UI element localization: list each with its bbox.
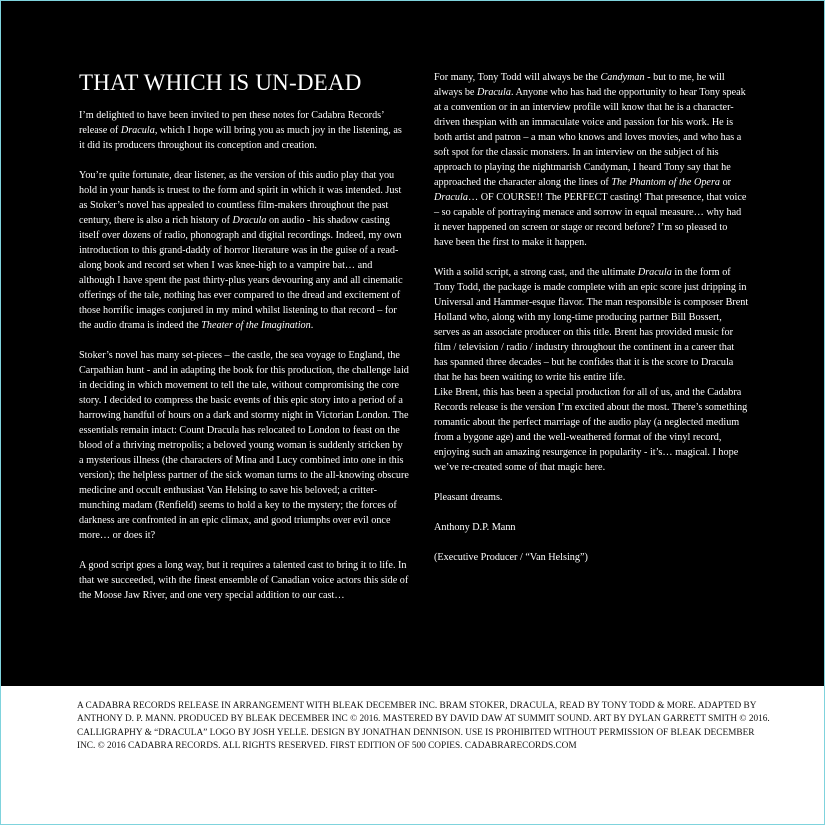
- signature-name: Anthony D.P. Mann: [434, 522, 516, 533]
- paragraph-release: Like Brent, this has been a special production for all of us, and the Cadabra Records release is the version I’m excited about the most. There’s something romantic about the perfect marriage of the audio play (a neglected medium from a bygone age) and the well-weathered format of the vinyl record, enjoying such an amazing resurgence in popularity - it’s… magical. I hope we’ve re-created some of that magic here.: [434, 387, 748, 473]
- text-run: in the form of Tony Todd, the package is made complete with an epic score just dripping in Universal and Hammer-esque flavor. The man responsible is composer Brent Holland who, along with my long-time producing partner Bill Bossert, serves as an associate producer on this title. Brent has provided music for film / television / radio / industry throughout the continent in a career that has spanned three decades – but he confides that it is the score to Dracula that he has been waiting to write his entire life.: [434, 267, 749, 383]
- italic-title: Candyman: [600, 72, 645, 83]
- signature-title: (Executive Producer / “Van Helsing”): [434, 552, 588, 563]
- italic-title: Dracula: [434, 192, 468, 203]
- text-run: … OF COURSE!! The PERFECT casting! That presence, that voice – so capable of portraying menace and sorrow in equal measure… why had it never happened on screen or stage or record before? I’m so pleased to have been the first to make it happen.: [434, 192, 747, 248]
- paragraph-tony-todd: [434, 70, 749, 250]
- italic-title: The Phantom of the Opera: [611, 177, 721, 188]
- paragraph-intro: [79, 108, 409, 153]
- text-run: .: [310, 320, 314, 331]
- text-run: For many, Tony Todd will always be the: [434, 72, 601, 83]
- closing-line: Pleasant dreams.: [434, 492, 503, 503]
- liner-notes-right-column: [434, 70, 749, 580]
- text-run: or: [720, 177, 732, 188]
- text-run: on audio - his shadow casting itself over dozens of radio, phonograph and digital recordings. Indeed, my own introduction to this grand-daddy of horror literature was in the guise of a read-along book and record set when I was knee-high to a vampire bat… and although I have spent the past thirty-plus years devouring any and all cinematic offerings of the tale, nothing has ever compared to the dread and excitement of those horrific images conjured in my mind whilst listening to that record – for the audio drama is indeed the: [79, 215, 403, 331]
- italic-title: Dracula: [232, 215, 267, 226]
- paragraph-cast: A good script goes a long way, but it requires a talented cast to bring it to life. In that we succeeded, with the finest ensemble of Canadian voice actors this side of the Moose Jaw River, and one very special addition to our cast…: [79, 560, 409, 601]
- paragraph-history: [79, 168, 409, 333]
- liner-notes-left-column: [79, 70, 409, 618]
- text-run: , which I hope will bring you as much joy in the listening, as it did its producers throughout its conception and creation.: [79, 125, 402, 151]
- release-credits: A CADABRA RECORDS RELEASE IN ARRANGEMENT WITH BLEAK DECEMBER INC. BRAM STOKER, DRACULA, READ BY TONY TODD & MORE. ADAPTED BY ANTHONY D. P. MANN. PRODUCED BY BLEAK DECEMBER INC © 2016. MASTERED BY DAVID DAW AT SUMMIT SOUND. ART BY DYLAN GARRETT SMITH © 2016. CALLIGRAPHY & “DRACULA” LOGO BY JOSH YELLE. DESIGN BY JONATHAN DENNISON. USE IS PROHIBITED WITHOUT PERMISSION OF BLEAK DECEMBER INC. © 2016 CADABRA RECORDS. ALL RIGHTS RESERVED. FIRST EDITION OF 500 COPIES. CADABRARECORDS.COM: [77, 701, 770, 751]
- text-run: . Anyone who has had the opportunity to hear Tony speak at a convention or in an interview profile will know that he is a character-driven thespian with an immaculate voice and passion for his work. He is both artist and patron – a man who knows and loves movies, and who has a soft spot for the classic monsters. In an interview on the subject of his approach to playing the nightmarish Candyman, I heard Tony say that he approached the character along the lines of: [434, 87, 746, 188]
- italic-title: Dracula: [637, 267, 672, 278]
- italic-title: Dracula: [120, 125, 155, 136]
- text-run: You’re quite fortunate, dear listener, as the version of this audio play that you hold in your hands is truest to the form and spirit in which it was intended. Just as Stoker’s novel has appealed to countless film-makers throughout the past century, there is also a rich history of: [79, 170, 402, 226]
- italic-title: Theater of the Imagination: [201, 320, 311, 331]
- paragraph-score: [434, 265, 749, 385]
- liner-notes-title: THAT WHICH IS UN-DEAD: [79, 70, 362, 95]
- text-run: With a solid script, a strong cast, and the ultimate: [434, 267, 638, 278]
- paragraph-adaptation: Stoker’s novel has many set-pieces – the castle, the sea voyage to England, the Carpathian hunt - and in adapting the book for this production, the challenge laid in deciding in which movement to tell the tale, without compromising the core story. I decided to compress the basic events of this epic story into a period of a harrowing handful of hours on a dark and stormy night in Victorian London. The essentials remain intact: Count Dracula has relocated to London to feast on the blood of a thriving metropolis; a beloved young woman is suddenly stricken by a mysterious illness (the characters of Mina and Lucy combined into one in this version); the helpless partner of the sick woman turns to the all-knowing obscure medicine and occult enthusiast Van Helsing to save his beloved; a critter-munching madam (Renfield) seems to hold a key to the mystery; the forces of darkness are confronted in an epic climax, and good triumphs over evil once more… or does it?: [79, 350, 409, 541]
- italic-title: Dracula: [477, 87, 511, 98]
- text-run: - but to me, he will always be: [434, 72, 725, 98]
- text-run: I’m delighted to have been invited to pen these notes for Cadabra Records’ release of: [79, 110, 384, 136]
